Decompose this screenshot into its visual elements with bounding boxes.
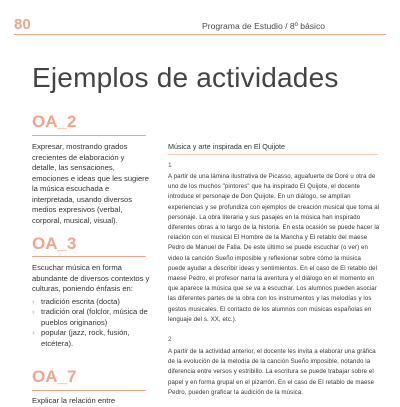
page-title: Ejemplos de actividades [32, 62, 339, 93]
objective-divider [32, 135, 146, 136]
activity-text-2: A partir de la actividad anterior, el docente les invita a elaborar una gráfica de la evolución de la melodía de la canción Sueño imposible, notando la diferencia entre versos y estribillo. La escritura se puede trabajar sobre el papel y en forma grupal en el pizarrón. En el caso de El retablo de maese Pedro, pueden graficar la audición de la música. [168, 348, 376, 396]
header-title: Programa de Estudio / 8º básico [202, 21, 326, 31]
list-item: › tradición escrita (docta) [32, 297, 150, 308]
list-item: › popular (jazz, rock, fusión, etcétera). [32, 328, 150, 349]
activity-divider [168, 154, 378, 155]
objective-block-oa-3 [32, 263, 150, 349]
objective-divider [32, 256, 146, 257]
header-divider [14, 34, 386, 35]
objective-text-oa-2: Expresar, mostrando grados crecientes de elaboración y detalle, las sensaciones, emociones e ideas que les sugiere la música escuchada e interpretada, usando diversos medios expresivos (verbal, corporal, musical, visual). [32, 142, 149, 225]
activity-number-2: 2 [168, 336, 172, 343]
activity-text-1: A partir de una lámina ilustrativa de Picasso, aguafuerte de Doré u otra de uno de los muchos "pintores" que ha inspirado El Quijote, el docente introduce el personaje de Don Quijote. En un diálogo, se amplían experiencias y se profundiza con ejemplos de creación musical que toma al personaje. La obra literaria y sus pasajes en la música han inspirado diferentes obras a lo largo de la historia. En esta ocasión se puede hacer la relación con el musical El Hombre de la Mancha y El retablo del maese Pedro de Manuel de Falla. De este último se puede escuchar (o ver) en video la canción Sueño imposible y reflexionar sobre cómo la música puede ayudar a describir ideas y sentimientos. En el caso de El retablo del maese Pedro, el profesor narra la aventura y el diálogo en el momento en que aparece la música que se va a escuchar. Los alumnos pueden asociar las diferentes partes de la obra con los instrumentos y las melodías y los gestos musicales. El contacto de los alumnos con músicas españolas en lenguaje del s. XX, etc.). [168, 173, 380, 323]
objective-code-oa-2: OA_2 [32, 112, 77, 131]
objective-text-oa-3: Escuchar música en forma abundante de diversos contextos y culturas, poniendo énfasis en: [32, 263, 150, 293]
activity-number-1: 1 [168, 162, 172, 169]
activity-title: Música y arte inspirada en El Quijote [168, 142, 286, 151]
objective-code-oa-7: OA_7 [32, 367, 77, 386]
page-number: 80 [14, 16, 31, 33]
objective-text-oa-7: Explicar la relación entre [32, 396, 116, 405]
objective-divider [32, 390, 146, 391]
objective-code-oa-3: OA_3 [32, 234, 77, 253]
list-item: › tradición oral (folclor, música de pueblos originarios) [32, 307, 150, 328]
objective-bullet-list [32, 297, 150, 350]
